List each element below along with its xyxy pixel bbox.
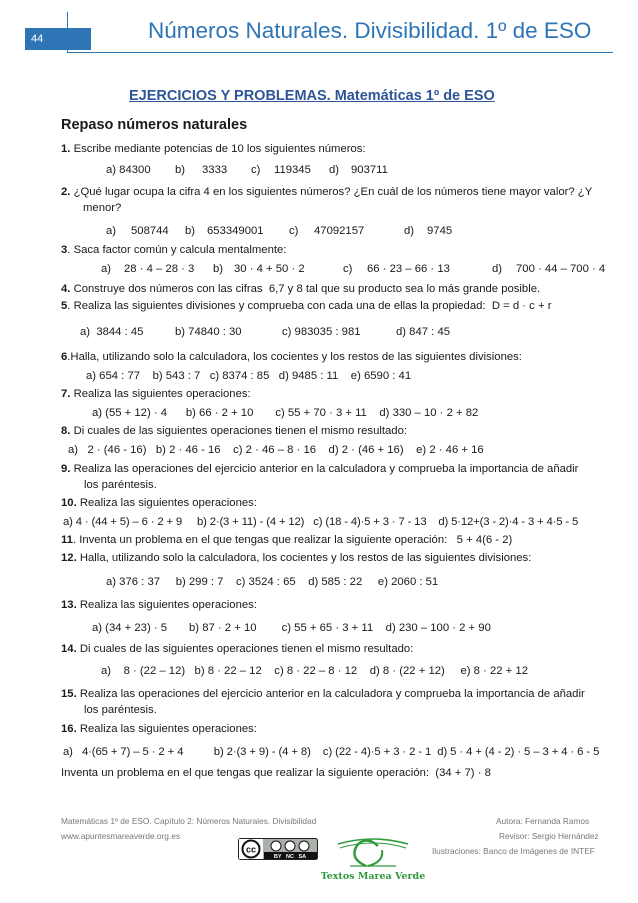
ex3-option: 28 · 4 – 28 · 3 bbox=[124, 263, 195, 275]
page-header bbox=[0, 0, 638, 60]
footer-reviewer: Revisor: Sergio Hernández bbox=[499, 831, 599, 841]
section-title: Repaso números naturales bbox=[61, 117, 248, 133]
footer-chapter: Matemáticas 1º de ESO. Capítulo 2: Números Naturales. Divisibilidad bbox=[61, 816, 317, 826]
main-title: EJERCICIOS Y PROBLEMAS. Matemáticas 1º de ESO bbox=[129, 88, 495, 104]
ex8-options: a) 2 · (46 - 16) b) 2 · 46 - 16 c) 2 · 46 – 8 · 16 d) 2 · (46 + 16) e) 2 · 46 + 16 bbox=[68, 444, 484, 456]
exercise-14: 14. Di cuales de las siguientes operaciones tienen el mismo resultado: bbox=[61, 643, 414, 655]
ex16-options: a) 4·(65 + 7) – 5 · 2 + 4 b) 2·(3 + 9) - (4 + 8) c) (22 - 4)·5 + 3 · 2 - 1 d) 5 · 4 + (4 - 2) · 5 – 3 + 4 · 6 - 5 bbox=[63, 746, 600, 758]
exercise-8: 8. Di cuales de las siguientes operaciones tienen el mismo resultado: bbox=[61, 425, 408, 437]
exercise-7: 7. Realiza las siguientes operaciones: bbox=[61, 388, 251, 400]
ex3-option: c) bbox=[343, 263, 353, 275]
exercise-10: 10. Realiza las siguientes operaciones: bbox=[61, 497, 257, 509]
ex1-option: b) bbox=[175, 164, 186, 176]
ex1-option: a) 84300 bbox=[106, 164, 151, 176]
ex3-option: 30 · 4 + 50 · 2 bbox=[234, 263, 305, 275]
footer-author: Autora: Fernanda Ramos bbox=[496, 816, 590, 826]
ex2-option: 653349001 bbox=[207, 225, 264, 237]
ex2-option: a) bbox=[106, 225, 117, 237]
exercise-1: 1. Escribe mediante potencias de 10 los siguientes números: bbox=[61, 143, 366, 155]
exercise-4: 4. Construye dos números con las cifras 6,7 y 8 tal que su producto sea lo más grande posible. bbox=[61, 283, 541, 295]
ex10-options: a) 4 · (44 + 5) – 6 · 2 + 9 b) 2·(3 + 11) - (4 + 12) c) (18 - 4)·5 + 3 · 7 - 13 d) 5·12+(3 - 2)·4 - 3 + 4·5 - 5 bbox=[63, 516, 579, 528]
ex7-options: a) (55 + 12) · 4 b) 66 · 2 + 10 c) 55 + 70 · 3 + 11 d) 330 – 10 · 2 + 82 bbox=[92, 407, 479, 419]
exercise-12: 12. Halla, utilizando solo la calculadora, los cocientes y los restos de las siguientes divisiones: bbox=[61, 552, 532, 564]
page-number: 44 bbox=[25, 28, 91, 50]
exercise-2-cont: menor? bbox=[83, 202, 122, 214]
ex5-option: a) 3844 : 45 bbox=[80, 326, 144, 338]
ex1-option: 119345 bbox=[274, 164, 311, 176]
ex12-options: a) 376 : 37 b) 299 : 7 c) 3524 : 65 d) 585 : 22 e) 2060 : 51 bbox=[106, 576, 439, 588]
exercise-15: 15. Realiza las operaciones del ejercicio anterior en la calculadora y comprueba la importancia de añadir bbox=[61, 688, 585, 700]
cc-text: cc bbox=[245, 844, 257, 855]
ex2-option: d) bbox=[404, 225, 415, 237]
ex5-option: c) 983035 : 981 bbox=[282, 326, 361, 338]
ex1-option: 3333 bbox=[202, 164, 228, 176]
ex3-option: a) bbox=[101, 263, 112, 275]
ex1-option: d) bbox=[329, 164, 340, 176]
ex5-option: b) 74840 : 30 bbox=[175, 326, 242, 338]
footer-illustrations: Ilustraciones: Banco de Imágenes de INTEF bbox=[432, 846, 595, 856]
ex1-option: c) bbox=[251, 164, 261, 176]
header-title: Números Naturales. Divisibilidad. 1º de ESO bbox=[148, 18, 592, 43]
exercise-9-cont: los paréntesis. bbox=[84, 479, 157, 491]
ex3-option: 66 · 23 – 66 · 13 bbox=[367, 263, 450, 275]
exercise-3: 3. Saca factor común y calcula mentalmente: bbox=[61, 244, 287, 256]
exercise-17: Inventa un problema en el que tengas que realizar la siguiente operación: (34 + 7) · 8 bbox=[61, 767, 491, 779]
exercise-11: 11. Inventa un problema en el que tengas que realizar la siguiente operación: 5 + 4(6 - 2) bbox=[61, 534, 513, 546]
ex6-options: a) 654 : 77 b) 543 : 7 c) 8374 : 85 d) 9485 : 11 e) 6590 : 41 bbox=[86, 370, 412, 382]
logo-text: Textos Marea Verde bbox=[320, 871, 426, 882]
exercise-16: 16. Realiza las siguientes operaciones: bbox=[61, 723, 257, 735]
ex5-option: d) 847 : 45 bbox=[396, 326, 451, 338]
ex3-option: b) bbox=[213, 263, 224, 275]
exercise-2: 2. ¿Qué lugar ocupa la cifra 4 en los siguientes números? ¿En cuál de los números tiene mayor valor? ¿Y bbox=[61, 186, 593, 198]
exercise-5: 5. Realiza las siguientes divisiones y comprueba con cada una de ellas la propiedad: D = d · c + r bbox=[61, 300, 552, 312]
ex2-option: c) bbox=[289, 225, 299, 237]
ex2-option: 508744 bbox=[131, 225, 169, 237]
ex14-options: a) 8 · (22 – 12) b) 8 · 22 – 12 c) 8 · 22 – 8 · 12 d) 8 · (22 + 12) e) 8 · 22 + 12 bbox=[101, 665, 528, 677]
cc-license-badge bbox=[238, 838, 318, 860]
ex3-option: d) bbox=[492, 263, 503, 275]
ex13-options: a) (34 + 23) · 5 b) 87 · 2 + 10 c) 55 + 65 · 3 + 11 d) 230 – 100 · 2 + 90 bbox=[92, 622, 491, 634]
footer-website-link[interactable]: www.apuntesmareaverde.org.es bbox=[61, 831, 180, 841]
cc-sub-text: BY NC SA bbox=[273, 854, 307, 861]
ex1-option: 903711 bbox=[351, 164, 388, 176]
exercise-15-cont: los paréntesis. bbox=[84, 704, 157, 716]
ex3-option: 700 · 44 – 700 · 4 bbox=[516, 263, 606, 275]
exercise-6: 6.Halla, utilizando solo la calculadora, los cocientes y los restos de las siguientes divisiones: bbox=[61, 351, 522, 363]
ex2-option: b) bbox=[185, 225, 196, 237]
ex2-option: 9745 bbox=[427, 225, 453, 237]
marea-verde-logo bbox=[320, 832, 426, 884]
exercise-13: 13. Realiza las siguientes operaciones: bbox=[61, 599, 257, 611]
exercise-9: 9. Realiza las operaciones del ejercicio anterior en la calculadora y comprueba la importancia de añadir bbox=[61, 463, 579, 475]
ex2-option: 47092157 bbox=[314, 225, 365, 237]
